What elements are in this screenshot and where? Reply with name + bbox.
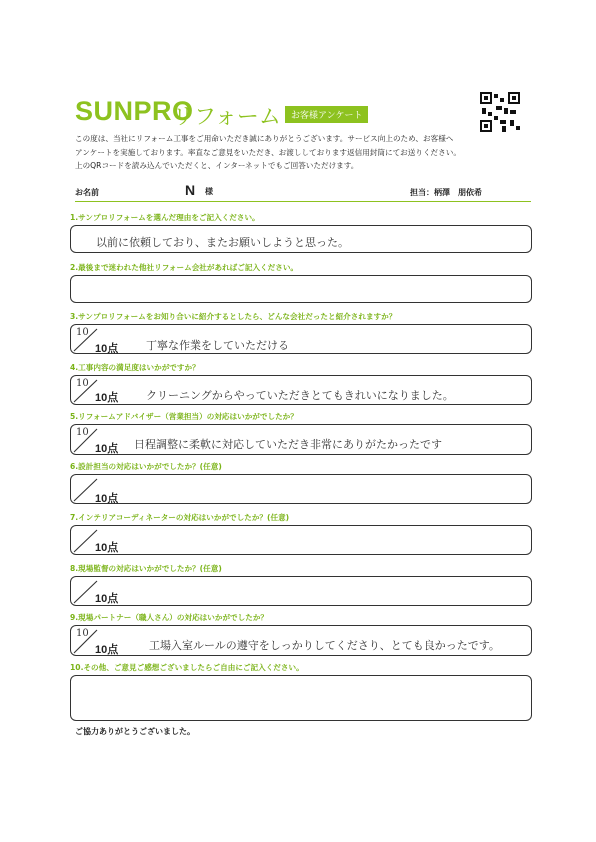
score-label: 10点 (95, 542, 119, 554)
sunpro-logo: SUNPRO (75, 96, 194, 126)
question-title: 9.現場パートナー（職人さん）の対応はいかがでしたか？ (70, 613, 269, 622)
answer-box[interactable] (70, 275, 532, 303)
staff-name: 担当：柄澤 朋依希 (410, 188, 482, 197)
score-label: 10点 (95, 593, 119, 605)
question-title: 5.リフォームアドバイザー（営業担当）の対応はいかがでしたか？ (70, 412, 298, 421)
question-title: 6.設計担当の対応はいかがでしたか？(任意) (70, 462, 222, 471)
question-title: 7.インテリアコーディネーターの対応はいかがでしたか？(任意) (70, 513, 290, 522)
closing-text: ご協力ありがとうございました。 (75, 727, 195, 736)
answer-text: 丁寧な作業をしていただける (146, 339, 289, 352)
question-title: 2.最後まで迷われた他社リフォーム会社があればご記入ください。 (70, 263, 299, 272)
score-label: 10点 (95, 644, 119, 656)
score-label: 10点 (95, 493, 119, 505)
answer-box[interactable] (70, 625, 532, 656)
answer-box[interactable] (70, 324, 532, 354)
question-title: 8.現場監督の対応はいかがでしたか？(任意) (70, 564, 222, 573)
customer-row (75, 184, 531, 202)
question-title: 4.工事内容の満足度はいかがですか？ (70, 363, 200, 372)
answer-box[interactable] (70, 424, 532, 455)
handwritten-score: 10 (76, 378, 89, 389)
answer-box[interactable] (70, 675, 532, 721)
answer-box[interactable] (70, 225, 532, 253)
handwritten-score: 10 (76, 628, 89, 639)
answer-box[interactable] (70, 375, 532, 405)
score-label: 10点 (95, 443, 119, 455)
answer-text: 以前に依頼しており、またお願いしようと思った。 (96, 236, 349, 249)
question-title: 3.サンプロリフォームをお知り合いに紹介するとしたら、どんな会社だったと紹介されますか？ (70, 312, 397, 321)
name-suffix: 様 (205, 187, 213, 196)
handwritten-score: 10 (76, 427, 89, 438)
score-label: 10点 (95, 392, 119, 404)
answer-box[interactable] (70, 576, 532, 606)
score-label: 10点 (95, 343, 119, 355)
qr-code-icon (480, 92, 520, 132)
answer-box[interactable] (70, 525, 532, 555)
answer-box[interactable] (70, 474, 532, 504)
customer-name: N (185, 182, 196, 198)
intro-text: この度は、当社にリフォーム工事をご用命いただき誠にありがとうございます。サービス向上のため、お客様へ アンケートを実施しております。率直なご意見をいただき、お渡ししております返信用封筒にてお送りください。 上のQRコードを読み込んでいただくと、インターネットでもご回答いただけます。 (75, 134, 461, 170)
name-label: お名前 (75, 188, 99, 197)
answer-text: 工場入室ルールの遵守をしっかりしてくださり、とても良かったです。 (149, 639, 500, 652)
logo-subtitle: リフォーム (172, 105, 281, 130)
survey-badge: お客様アンケート (285, 106, 368, 123)
answer-text: クリーニングからやっていただきとてもきれいになりました。 (146, 389, 454, 402)
handwritten-score: 10 (76, 327, 89, 338)
question-title: 10.その他、ご意見ご感想ございましたらご自由にご記入ください。 (70, 663, 304, 672)
answer-text: 日程調整に柔軟に対応していただき非常にありがたかったです (134, 438, 442, 451)
question-title: 1.サンプロリフォームを選んだ理由をご記入ください。 (70, 213, 260, 222)
